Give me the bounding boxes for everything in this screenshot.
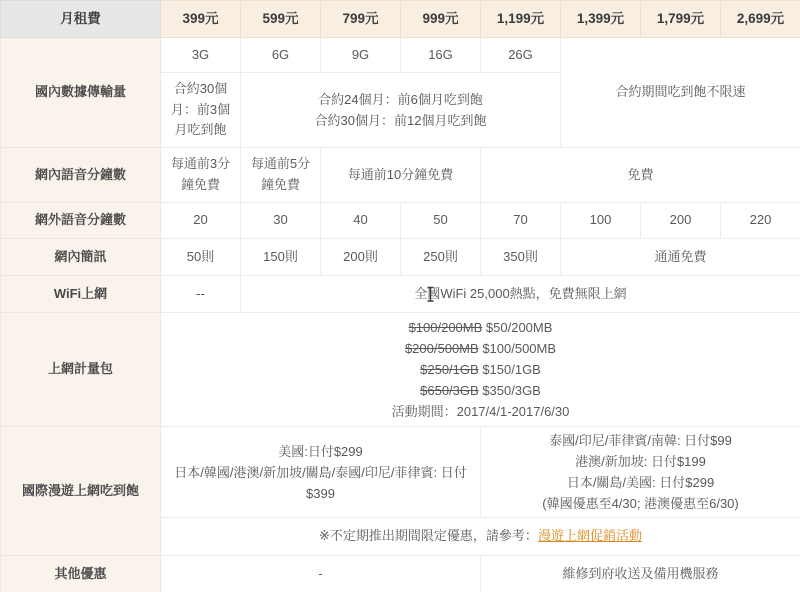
roaming-right-line1: 泰國/印尼/菲律賓/南韓: 日付$99 <box>549 433 732 448</box>
row-label-offnet-voice: 網外語音分鐘數 <box>1 203 161 239</box>
row-label-wifi: WiFi上網 <box>1 276 161 313</box>
row-roaming <box>1 427 800 518</box>
row-onnet-voice <box>1 148 800 203</box>
offnet-minutes-cell: 70 <box>481 203 561 239</box>
row-data-packs <box>1 313 800 427</box>
row-onnet-sms <box>1 239 800 276</box>
sms-free-cell: 通通免費 <box>561 239 800 276</box>
plan-price-header: 2,699元 <box>721 1 800 38</box>
onnet-voice-free: 免費 <box>481 148 800 203</box>
sms-count-cell: 350則 <box>481 239 561 276</box>
offnet-minutes-cell: 40 <box>321 203 401 239</box>
roaming-right-line3: 日本/關島/美國: 日付$299 <box>566 475 715 490</box>
onnet-voice-tier3: 每通前10分鐘免費 <box>321 148 481 203</box>
pack-old-price: $650/3GB <box>420 383 479 398</box>
sms-count-cell: 250則 <box>401 239 481 276</box>
row-label-monthly-fee: 月租費 <box>1 1 161 38</box>
pack-new-price: $50/200MB <box>485 320 553 335</box>
plan-price-header: 1,399元 <box>561 1 641 38</box>
contract-mid-line2: 合約30個月：前12個月吃到飽 <box>314 113 487 128</box>
plan-price-header: 399元 <box>161 1 241 38</box>
data-tier-cell: 16G <box>401 38 481 73</box>
pack-new-price: $350/3GB <box>482 383 541 398</box>
row-other-perks <box>1 556 800 592</box>
pack-line <box>167 380 794 401</box>
data-tier-cell: 9G <box>321 38 401 73</box>
row-wifi <box>1 276 800 313</box>
roaming-note-cell <box>161 518 800 556</box>
row-label-data-volume: 國內數據傳輸量 <box>1 38 161 148</box>
pack-new-price: $150/1GB <box>482 362 541 377</box>
row-data-volume-tiers <box>1 38 800 73</box>
row-label-onnet-voice: 網內語音分鐘數 <box>1 148 161 203</box>
offnet-minutes-cell: 220 <box>721 203 800 239</box>
row-label-onnet-sms: 網內簡訊 <box>1 239 161 276</box>
roaming-right-line2: 港澳/新加坡: 日付$199 <box>575 454 706 469</box>
pack-line <box>167 338 794 359</box>
plan-price-header: 1,799元 <box>641 1 721 38</box>
contract-unlimited-cell: 合約期間吃到飽不限速 <box>561 38 800 148</box>
wifi-none-cell: -- <box>161 276 241 313</box>
offnet-minutes-cell: 200 <box>641 203 721 239</box>
sms-count-cell: 150則 <box>241 239 321 276</box>
contract-mid-line1: 合約24個月：前6個月吃到飽 <box>318 92 483 107</box>
offnet-minutes-cell: 20 <box>161 203 241 239</box>
roaming-left-line2: 日本/韓國/港澳/新加坡/關島/泰國/印尼/菲律賓: 日付$399 <box>174 464 467 501</box>
pack-old-price: $250/1GB <box>420 362 479 377</box>
sms-count-cell: 200則 <box>321 239 401 276</box>
pack-new-price: $100/500MB <box>482 341 557 356</box>
contract-mid-cell <box>241 73 561 148</box>
plan-price-header: 1,199元 <box>481 1 561 38</box>
pack-old-price: $100/200MB <box>408 320 483 335</box>
roaming-left-line1: 美國:日付$299 <box>278 443 363 459</box>
roaming-high-plans-cell <box>481 427 800 518</box>
row-offnet-voice <box>1 203 800 239</box>
data-tier-cell: 6G <box>241 38 321 73</box>
offnet-minutes-cell: 30 <box>241 203 321 239</box>
pack-period: 活動期間：2017/4/1-2017/6/30 <box>391 404 570 419</box>
other-perks-detail-cell: 維修到府收送及備用機服務 <box>481 556 800 592</box>
roaming-promo-link[interactable]: 漫遊上網促銷活動 <box>537 528 642 544</box>
offnet-minutes-cell: 50 <box>401 203 481 239</box>
contract-low-cell: 合約30個月：前3個月吃到飽 <box>161 73 241 148</box>
data-tier-cell: 3G <box>161 38 241 73</box>
roaming-low-plans-cell <box>161 427 481 518</box>
plan-price-header: 799元 <box>321 1 401 38</box>
roaming-note-text: ※不定期推出期間限定優惠，請參考： <box>319 528 538 544</box>
row-label-roaming: 國際漫遊上網吃到飽 <box>1 427 161 556</box>
row-label-data-packs: 上網計量包 <box>1 313 161 427</box>
onnet-voice-tier2: 每通前5分鐘免費 <box>241 148 321 203</box>
pack-line <box>167 317 794 338</box>
row-monthly-fee <box>1 1 800 38</box>
wifi-detail-cell: 全國WiFi 25,000熱點，免費無限上網 <box>241 276 800 313</box>
offnet-minutes-cell: 100 <box>561 203 641 239</box>
row-label-other-perks: 其他優惠 <box>1 556 161 592</box>
sms-count-cell: 50則 <box>161 239 241 276</box>
onnet-voice-tier1: 每通前3分鐘免費 <box>161 148 241 203</box>
data-tier-cell: 26G <box>481 38 561 73</box>
plan-price-header: 599元 <box>241 1 321 38</box>
pack-line <box>167 359 794 380</box>
data-packs-cell <box>161 313 800 427</box>
roaming-right-line4: (韓國優惠至4/30; 港澳優惠至6/30) <box>542 496 739 511</box>
pack-old-price: $200/500MB <box>404 341 479 356</box>
other-perks-dash-cell: - <box>161 556 481 592</box>
plan-price-header: 999元 <box>401 1 481 38</box>
